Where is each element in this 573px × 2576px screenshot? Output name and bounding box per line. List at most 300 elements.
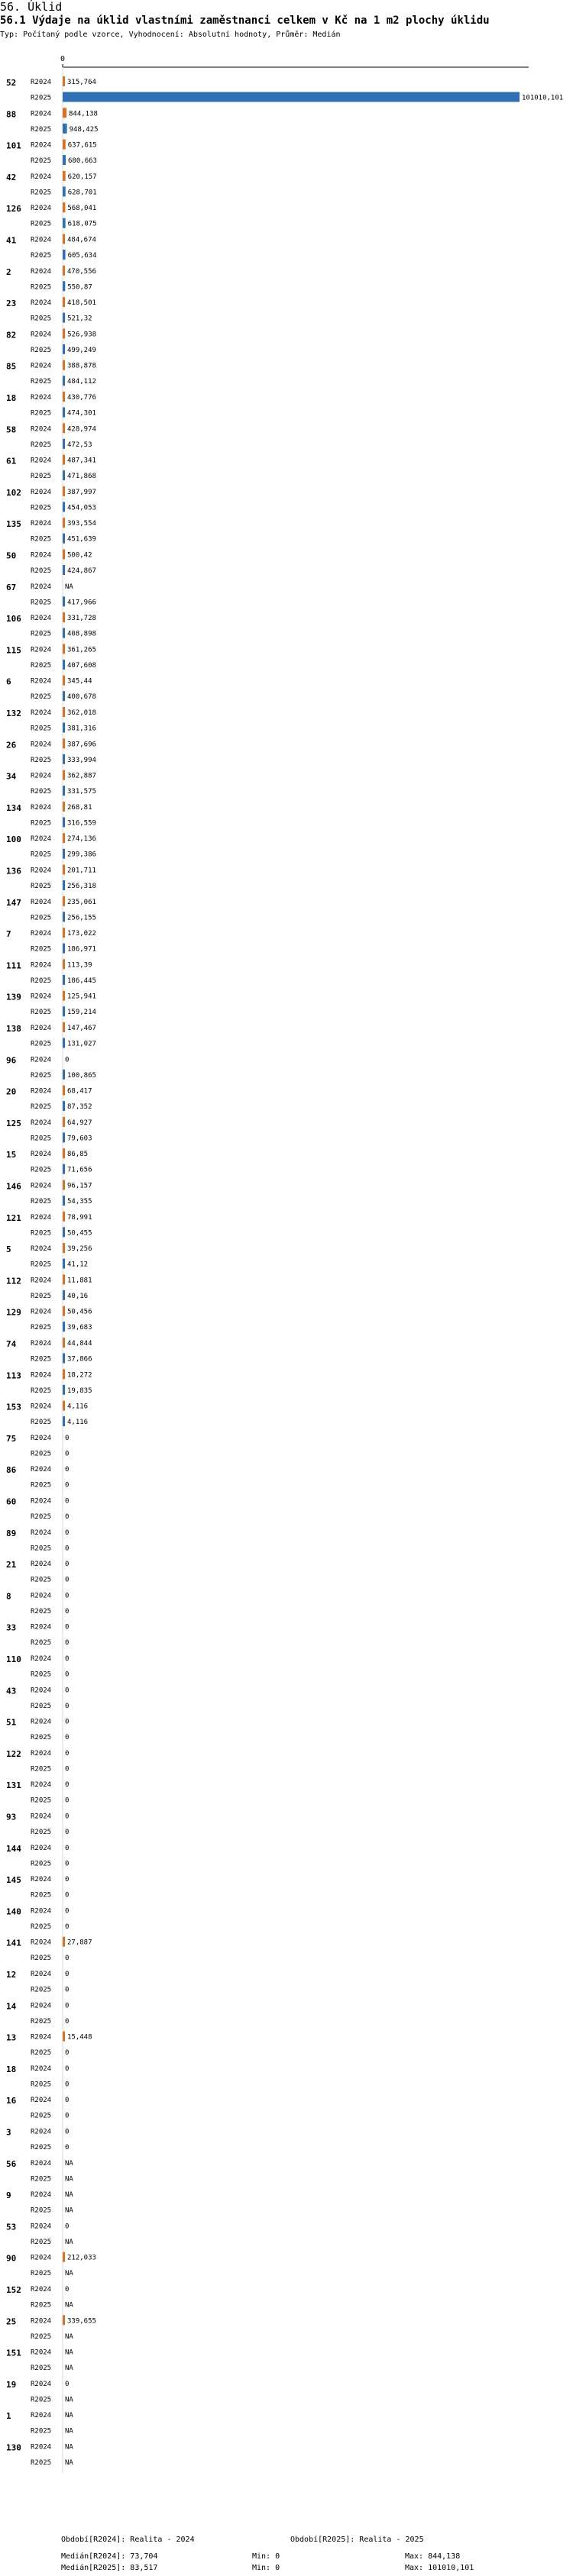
period-2024-label: Období[R2024]: Realita - 2024 [61, 2536, 195, 2544]
series-label-r2025: R2025 [31, 1796, 52, 1805]
bar-r2025 [63, 124, 67, 134]
median-2025-label: Medián[R2025]: 83,517 [61, 2564, 158, 2572]
series-label-r2024: R2024 [31, 520, 52, 528]
series-label-r2024: R2024 [31, 2223, 52, 2231]
row-id-label: 136 [6, 866, 21, 876]
value-label-r2024: 0 [65, 1561, 70, 1569]
bar-r2024 [63, 1212, 65, 1222]
row-id-label: 15 [6, 1150, 17, 1160]
value-label-r2025: 550,87 [67, 283, 92, 292]
value-label-r2025: 0 [65, 1796, 70, 1805]
bar-r2025 [63, 786, 65, 796]
row-id-label: 9 [6, 2190, 11, 2201]
row-id-label: 146 [6, 1181, 21, 1192]
value-label-r2025: 131,027 [67, 1040, 96, 1048]
row-id-label: 126 [6, 204, 21, 215]
value-label-r2025: 499,249 [67, 346, 96, 354]
bar-r2025 [63, 439, 65, 449]
series-label-r2024: R2024 [31, 79, 52, 86]
value-label-r2024: 173,022 [67, 930, 96, 938]
series-label-r2025: R2025 [31, 2396, 52, 2404]
row-id-label: 52 [6, 78, 17, 88]
row-id-label: 102 [6, 487, 21, 498]
value-label-r2024: 64,927 [67, 1119, 92, 1127]
series-label-r2025: R2025 [31, 1545, 52, 1553]
value-label-r2025: 19,835 [67, 1386, 92, 1395]
series-label-r2025: R2025 [31, 2270, 52, 2278]
series-label-r2024: R2024 [31, 803, 52, 812]
value-label-r2024: 0 [65, 1528, 70, 1537]
bar-r2024 [63, 550, 65, 560]
series-label-r2024: R2024 [31, 709, 52, 717]
value-label-r2024: 361,265 [67, 646, 96, 654]
series-label-r2024: R2024 [31, 110, 52, 118]
value-label-r2025: NA [65, 2206, 73, 2215]
value-label-r2025: 0 [65, 1513, 70, 1521]
series-label-r2024: R2024 [31, 1213, 52, 1222]
series-label-r2025: R2025 [31, 283, 52, 292]
row-id-label: 110 [6, 1654, 21, 1664]
series-label-r2024: R2024 [31, 1623, 52, 1632]
value-label-r2025: 454,053 [67, 504, 96, 512]
row-id-label: 75 [6, 1433, 17, 1444]
series-label-r2025: R2025 [31, 535, 52, 544]
value-label-r2025: 451,639 [67, 535, 96, 544]
bar-r2025 [63, 849, 65, 859]
value-label-r2025: 0 [65, 2080, 70, 2089]
value-label-r2025: NA [65, 2175, 73, 2184]
value-label-r2024: 500,42 [67, 551, 92, 560]
value-label-r2024: 125,941 [67, 993, 96, 1001]
bar-r2025 [63, 1259, 65, 1269]
value-label-r2024: 0 [65, 2002, 70, 2010]
series-label-r2024: R2024 [31, 2064, 52, 2073]
value-label-r2025: 50,455 [67, 1229, 92, 1238]
value-label-r2025: 71,656 [67, 1166, 92, 1174]
value-label-r2025: 0 [65, 1922, 70, 1931]
bar-r2025 [63, 344, 65, 354]
value-label-r2024: 4,116 [67, 1403, 89, 1411]
value-label-r2024: 637,615 [67, 141, 97, 150]
series-label-r2025: R2025 [31, 409, 52, 418]
value-label-r2024: 0 [65, 2223, 70, 2231]
row-id-label: 51 [6, 1717, 17, 1728]
series-label-r2025: R2025 [31, 2049, 52, 2058]
value-label-r2024: 113,39 [67, 961, 92, 970]
row-id-label: 16 [6, 2096, 17, 2106]
row-id-label: 82 [6, 330, 17, 341]
series-label-r2024: R2024 [31, 993, 52, 1001]
bar-r2024 [63, 360, 65, 370]
bar-r2024 [63, 486, 65, 496]
series-label-r2025: R2025 [31, 599, 52, 607]
row-id-label: 129 [6, 1307, 21, 1318]
value-label-r2025: 186,971 [67, 945, 96, 954]
row-id-label: 20 [6, 1086, 17, 1097]
value-label-r2024: 11,881 [67, 1277, 92, 1285]
value-label-r2025: 0 [65, 1860, 70, 1868]
value-label-r2024: 274,136 [67, 835, 96, 844]
row-id-label: 21 [6, 1560, 17, 1570]
value-label-r2025: 54,355 [67, 1198, 92, 1206]
series-label-r2024: R2024 [31, 2317, 52, 2326]
value-label-r2025: 417,966 [67, 599, 96, 607]
bar-r2024 [63, 202, 65, 212]
bar-r2025 [63, 1070, 65, 1080]
series-label-r2025: R2025 [31, 473, 52, 481]
value-label-r2025: 0 [65, 1450, 70, 1458]
bar-r2025 [63, 250, 66, 260]
row-id-label: 26 [6, 740, 17, 751]
series-label-r2024: R2024 [31, 1971, 52, 1978]
series-label-r2024: R2024 [31, 1718, 52, 1726]
series-label-r2025: R2025 [31, 945, 52, 954]
value-label-r2025: 400,678 [67, 693, 96, 702]
value-label-r2024: NA [65, 2412, 73, 2420]
series-label-r2024: R2024 [31, 1813, 52, 1821]
series-label-r2025: R2025 [31, 1765, 52, 1774]
value-label-r2025: 0 [65, 1545, 70, 1553]
bar-r2025 [63, 596, 65, 606]
row-id-label: 147 [6, 897, 21, 908]
series-label-r2025: R2025 [31, 1576, 52, 1584]
series-label-r2025: R2025 [31, 504, 52, 512]
value-label-r2024: NA [65, 2348, 73, 2357]
value-label-r2025: 331,575 [67, 788, 96, 796]
bar-r2025 [63, 1101, 65, 1111]
min-2024-label: Min: 0 [252, 2552, 280, 2561]
series-label-r2024: R2024 [31, 1466, 52, 1474]
row-id-label: 7 [6, 929, 11, 940]
series-label-r2025: R2025 [31, 819, 52, 828]
row-id-label: 34 [6, 771, 17, 782]
value-label-r2025: 948,425 [69, 125, 99, 134]
series-label-r2024: R2024 [31, 898, 52, 906]
value-label-r2024: 388,878 [67, 362, 96, 370]
value-label-r2025: 0 [65, 2144, 70, 2152]
bar-r2024 [63, 423, 65, 433]
row-id-label: 18 [6, 393, 17, 403]
axis-zero-label: 0 [60, 55, 66, 63]
series-label-r2025: R2025 [31, 1922, 52, 1931]
row-id-label: 138 [6, 1024, 21, 1034]
value-label-r2024: 0 [65, 1655, 70, 1663]
value-label-r2025: 159,214 [67, 1009, 96, 1017]
series-label-r2025: R2025 [31, 1261, 52, 1269]
series-label-r2024: R2024 [31, 1087, 52, 1096]
value-label-r2024: 0 [65, 1434, 70, 1442]
bar-r2024 [63, 896, 65, 906]
series-label-r2024: R2024 [31, 835, 52, 844]
series-label-r2025: R2025 [31, 788, 52, 796]
bar-r2025 [63, 92, 520, 102]
row-id-label: 112 [6, 1276, 21, 1286]
row-id-label: 131 [6, 1780, 21, 1791]
value-label-r2025: 680,663 [68, 157, 97, 166]
bar-r2024 [63, 171, 66, 181]
value-label-r2025: 0 [65, 1576, 70, 1584]
series-label-r2025: R2025 [31, 851, 52, 859]
series-label-r2024: R2024 [31, 488, 52, 496]
series-label-r2025: R2025 [31, 346, 52, 354]
max-2024-label: Max: 844,138 [405, 2552, 461, 2561]
row-id-label: 53 [6, 2222, 17, 2232]
row-id-label: 139 [6, 992, 21, 1002]
series-label-r2025: R2025 [31, 630, 52, 638]
bar-r2025 [63, 1227, 65, 1237]
bar-r2025 [63, 1038, 65, 1048]
value-label-r2024: 339,655 [67, 2317, 96, 2326]
section-heading: 56. Úklid [0, 0, 63, 14]
series-label-r2024: R2024 [31, 1119, 52, 1127]
series-label-r2025: R2025 [31, 1481, 52, 1490]
value-label-r2025: 628,701 [67, 189, 97, 197]
row-id-label: 2 [6, 266, 11, 277]
value-label-r2024: 345,44 [67, 677, 92, 686]
series-label-r2024: R2024 [31, 1403, 52, 1411]
series-label-r2025: R2025 [31, 883, 52, 890]
row-id-label: 152 [6, 2285, 21, 2295]
row-id-label: 132 [6, 709, 21, 718]
series-label-r2024: R2024 [31, 457, 52, 465]
row-id-label: 96 [6, 1055, 17, 1066]
series-label-r2024: R2024 [31, 1655, 52, 1663]
series-label-r2024: R2024 [31, 1245, 52, 1254]
bar-r2024 [63, 2315, 65, 2325]
value-label-r2024: 844,138 [68, 110, 98, 118]
value-label-r2024: NA [65, 583, 73, 591]
value-label-r2024: 86,85 [67, 1151, 89, 1159]
series-label-r2025: R2025 [31, 1734, 52, 1742]
series-label-r2025: R2025 [31, 1450, 52, 1458]
bar-r2024 [63, 1369, 65, 1379]
row-id-label: 58 [6, 424, 17, 435]
series-label-r2024: R2024 [31, 930, 52, 938]
row-id-label: 1 [6, 2411, 11, 2422]
value-label-r2025: 0 [65, 1734, 70, 1742]
value-label-r2025: 424,867 [67, 567, 96, 575]
value-label-r2024: 428,974 [67, 425, 96, 434]
series-label-r2025: R2025 [31, 1891, 52, 1900]
value-label-r2025: NA [65, 2332, 73, 2341]
series-label-r2024: R2024 [31, 1277, 52, 1285]
series-label-r2024: R2024 [31, 362, 52, 370]
row-id-label: 111 [6, 960, 21, 971]
series-label-r2025: R2025 [31, 1955, 52, 1963]
row-id-label: 14 [6, 2001, 17, 2012]
series-label-r2025: R2025 [31, 1040, 52, 1048]
bar-r2024 [63, 1022, 65, 1032]
bar-r2025 [63, 1006, 65, 1016]
series-label-r2025: R2025 [31, 2175, 52, 2184]
bar-r2025 [63, 817, 65, 827]
series-label-r2024: R2024 [31, 1749, 52, 1758]
series-label-r2024: R2024 [31, 2380, 52, 2388]
bar-r2025 [63, 880, 65, 890]
row-id-label: 74 [6, 1339, 17, 1349]
series-label-r2025: R2025 [31, 2206, 52, 2215]
series-label-r2024: R2024 [31, 2159, 52, 2168]
value-label-r2024: 147,467 [67, 1025, 96, 1032]
row-id-label: 23 [6, 299, 17, 309]
value-label-r2024: 387,696 [67, 741, 96, 749]
bar-r2024 [63, 676, 65, 686]
row-id-label: 125 [6, 1118, 21, 1128]
series-label-r2024: R2024 [31, 1025, 52, 1032]
bar-r2024 [63, 1148, 65, 1158]
row-id-label: 6 [6, 676, 11, 687]
bar-r2024 [63, 328, 65, 338]
row-id-label: 130 [6, 2442, 21, 2453]
series-label-r2024: R2024 [31, 1876, 52, 1884]
series-label-r2025: R2025 [31, 1419, 52, 1427]
row-id-label: 3 [6, 2127, 11, 2138]
bar-r2025 [63, 660, 65, 670]
value-label-r2024: 0 [65, 1971, 70, 1978]
value-label-r2024: 331,728 [67, 615, 96, 623]
series-label-r2025: R2025 [31, 756, 52, 764]
series-label-r2025: R2025 [31, 1103, 52, 1112]
bar-r2024 [63, 707, 65, 717]
row-id-label: 43 [6, 1686, 17, 1696]
row-id-label: 85 [6, 361, 17, 372]
row-id-label: 89 [6, 1528, 17, 1538]
value-label-r2024: NA [65, 2443, 73, 2452]
row-id-label: 42 [6, 172, 17, 182]
value-label-r2024: 315,764 [67, 79, 96, 86]
series-label-r2025: R2025 [31, 315, 52, 323]
value-label-r2024: 212,033 [67, 2254, 96, 2262]
value-label-r2024: 39,256 [67, 1245, 92, 1254]
row-id-label: 93 [6, 1812, 17, 1822]
bar-r2025 [63, 1196, 65, 1206]
bar-r2025 [63, 1322, 65, 1332]
series-label-r2025: R2025 [31, 1292, 52, 1300]
series-label-r2025: R2025 [31, 1513, 52, 1521]
row-id-label: 60 [6, 1496, 17, 1507]
bar-r2025 [63, 628, 65, 638]
series-label-r2024: R2024 [31, 1844, 52, 1852]
row-id-label: 25 [6, 2316, 17, 2327]
series-label-r2024: R2024 [31, 1592, 52, 1600]
series-label-r2025: R2025 [31, 1860, 52, 1868]
series-label-r2025: R2025 [31, 2144, 52, 2152]
bar-r2025 [63, 754, 65, 764]
series-label-r2024: R2024 [31, 772, 52, 780]
bar-r2024 [63, 140, 66, 150]
row-id-label: 145 [6, 1875, 21, 1886]
chart-title: 56.1 Výdaje na úklid vlastními zaměstnanci celkem v Kč na 1 m2 plochy úklidu [0, 15, 490, 27]
series-label-r2025: R2025 [31, 2427, 52, 2436]
bar-r2025 [63, 281, 65, 291]
bar-r2025 [63, 1416, 65, 1426]
series-label-r2025: R2025 [31, 725, 52, 733]
value-label-r2024: 235,061 [67, 898, 96, 906]
series-label-r2025: R2025 [31, 94, 52, 102]
series-label-r2025: R2025 [31, 1166, 52, 1174]
series-label-r2025: R2025 [31, 2301, 52, 2310]
value-label-r2024: 268,81 [67, 803, 92, 812]
value-label-r2024: 44,844 [67, 1340, 92, 1348]
series-label-r2024: R2024 [31, 236, 52, 244]
value-label-r2024: 0 [65, 1813, 70, 1821]
series-label-r2025: R2025 [31, 1829, 52, 1836]
bar-r2025 [63, 691, 65, 701]
series-label-r2025: R2025 [31, 1198, 52, 1206]
value-label-r2025: 316,559 [67, 819, 96, 828]
bar-r2025 [63, 502, 65, 512]
row-id-label: 141 [6, 1938, 21, 1948]
bar-r2024 [63, 297, 65, 307]
bar-r2024 [63, 1117, 65, 1127]
series-label-r2024: R2024 [31, 1938, 52, 1947]
value-label-r2025: 4,116 [67, 1419, 89, 1427]
value-label-r2025: NA [65, 2270, 73, 2278]
series-label-r2025: R2025 [31, 189, 52, 197]
series-label-r2025: R2025 [31, 914, 52, 922]
row-id-label: 8 [6, 1591, 11, 1602]
series-label-r2024: R2024 [31, 205, 52, 213]
value-label-r2025: 0 [65, 1955, 70, 1963]
series-label-r2024: R2024 [31, 2002, 52, 2010]
series-label-r2024: R2024 [31, 1151, 52, 1159]
series-label-r2024: R2024 [31, 394, 52, 402]
series-label-r2024: R2024 [31, 2254, 52, 2262]
series-label-r2024: R2024 [31, 2286, 52, 2294]
value-label-r2025: 333,994 [67, 756, 96, 764]
series-label-r2025: R2025 [31, 1324, 52, 1332]
row-id-label: 115 [6, 645, 21, 656]
row-id-label: 121 [6, 1212, 21, 1223]
series-label-r2024: R2024 [31, 1687, 52, 1695]
series-label-r2024: R2024 [31, 551, 52, 560]
row-id-label: 67 [6, 582, 17, 592]
bar-r2024 [63, 518, 65, 528]
value-label-r2025: 471,868 [67, 473, 96, 481]
series-label-r2025: R2025 [31, 1986, 52, 1994]
bar-r2024 [63, 644, 65, 654]
series-label-r2025: R2025 [31, 220, 52, 228]
series-label-r2024: R2024 [31, 1528, 52, 1537]
bar-r2024 [63, 266, 65, 276]
bar-r2024 [63, 76, 65, 86]
value-label-r2024: 526,938 [67, 331, 97, 339]
value-label-r2024: 0 [65, 1687, 70, 1695]
bar-r2024 [63, 991, 65, 1001]
value-label-r2024: 50,456 [67, 1308, 92, 1316]
value-label-r2025: 472,53 [67, 441, 92, 449]
value-label-r2024: 0 [65, 2097, 70, 2105]
value-label-r2024: 0 [65, 1466, 70, 1474]
series-label-r2024: R2024 [31, 867, 52, 875]
series-label-r2024: R2024 [31, 1056, 52, 1064]
series-label-r2024: R2024 [31, 425, 52, 434]
row-id-label: 12 [6, 1970, 17, 1980]
value-label-r2025: 474,301 [67, 409, 96, 418]
series-label-r2025: R2025 [31, 2017, 52, 2026]
bar-r2024 [63, 928, 65, 938]
series-label-r2024: R2024 [31, 615, 52, 623]
bar-r2025 [63, 1164, 65, 1174]
series-label-r2025: R2025 [31, 1639, 52, 1648]
series-label-r2024: R2024 [31, 331, 52, 339]
value-label-r2024: 0 [65, 1876, 70, 1884]
series-label-r2025: R2025 [31, 157, 52, 166]
row-id-label: 135 [6, 519, 21, 530]
series-label-r2024: R2024 [31, 2443, 52, 2452]
value-label-r2025: 79,603 [67, 1135, 92, 1143]
series-label-r2025: R2025 [31, 567, 52, 575]
